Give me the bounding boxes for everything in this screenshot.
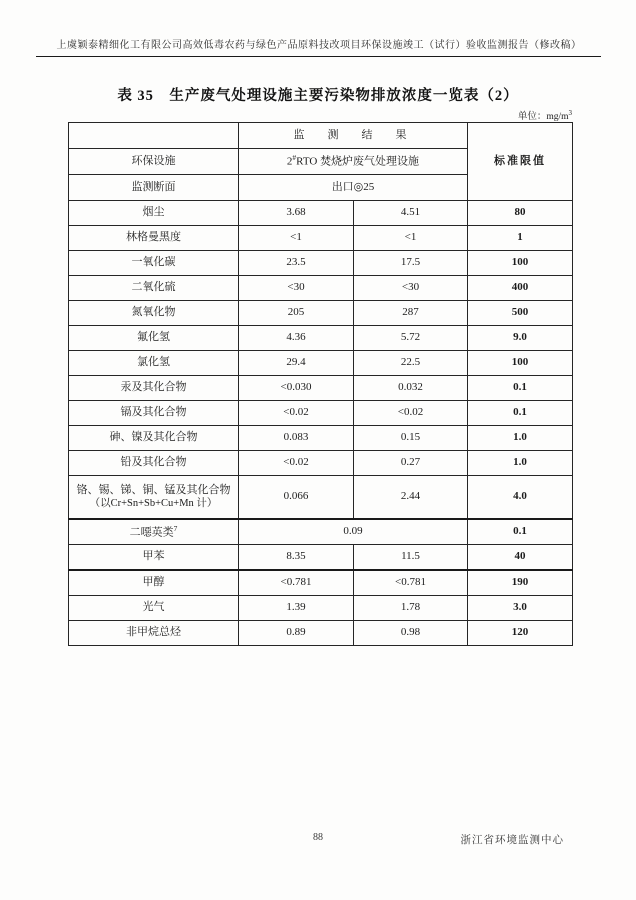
table-row (69, 545, 573, 571)
result-value-cell-2: 4.51 (354, 201, 468, 226)
result-value-cell-2: <0.781 (354, 570, 468, 596)
standard-limit-cell: 3.0 (468, 596, 573, 621)
result-value-cell-1: 0.89 (239, 621, 354, 646)
standard-limit-cell: 4.0 (468, 476, 573, 520)
table-row (69, 570, 573, 596)
pollutant-name-cell: 光气 (69, 596, 239, 621)
pollutant-name-cell: 铅及其化合物 (69, 451, 239, 476)
result-value-cell-1: 29.4 (239, 351, 354, 376)
pollutant-name-cell: 二氧化硫 (69, 276, 239, 301)
merged-result-cell: 0.09 (239, 519, 468, 545)
table-row (69, 226, 573, 251)
section-label-cell: 监测断面 (69, 175, 239, 201)
pollutant-name-cell: 林格曼黑度 (69, 226, 239, 251)
standard-limit-cell: 400 (468, 276, 573, 301)
unit-superscript: 3 (568, 108, 572, 117)
table-row (69, 351, 573, 376)
unit-label (518, 108, 572, 122)
table-row (69, 621, 573, 646)
result-value-cell-2: 1.78 (354, 596, 468, 621)
standard-limit-cell: 190 (468, 570, 573, 596)
result-value-cell-2: <30 (354, 276, 468, 301)
result-value-cell-1: 0.066 (239, 476, 354, 520)
result-value-cell-2: 22.5 (354, 351, 468, 376)
footnote-superscript: 7 (173, 523, 178, 533)
standard-limit-cell: 9.0 (468, 326, 573, 351)
pollutant-name-cell: 氮氧化物 (69, 301, 239, 326)
result-value-cell-2: <1 (354, 226, 468, 251)
footer-organization: 浙江省环境监测中心 (460, 835, 564, 846)
table-title: 表 35 生产废气处理设施主要污染物排放浓度一览表（2） (117, 88, 519, 104)
facility-number: 2 (286, 155, 293, 168)
facility-label-cell: 环保设施 (69, 149, 239, 175)
pollutant-name-subline: （以Cr+Sn+Sb+Cu+Mn 计） (89, 498, 218, 510)
corner-empty-cell (69, 123, 239, 149)
pollutant-name-cell: 甲苯 (69, 545, 239, 571)
pollutant-name-cell: 氯化氢 (69, 351, 239, 376)
standard-limit-header-cell: 标准限值 (468, 123, 573, 201)
pollutant-name-cell: 烟尘 (69, 201, 239, 226)
running-header: 上虞颖泰精细化工有限公司高效低毒农药与绿色产品原料技改项目环保设施竣工（试行）验收监测报告（修改稿） (56, 40, 582, 51)
result-value-cell-2: 0.98 (354, 621, 468, 646)
result-value-cell-2: 0.27 (354, 451, 468, 476)
pollutant-name-cell: 砷、镍及其化合物 (69, 426, 239, 451)
pollutant-name-cell: 甲醇 (69, 570, 239, 596)
table-row (69, 376, 573, 401)
unit-text: 单位：mg/m (517, 112, 569, 122)
table-row (69, 401, 573, 426)
result-value-cell-1: <0.02 (239, 451, 354, 476)
table-row (69, 596, 573, 621)
result-value-cell-1: 1.39 (239, 596, 354, 621)
result-value-cell-1: <1 (239, 226, 354, 251)
pollutant-name-cell: 一氧化碳 (69, 251, 239, 276)
table-row (69, 251, 573, 276)
table-row (69, 426, 573, 451)
result-value-cell-1: 3.68 (239, 201, 354, 226)
results-header-cell: 监 测 结 果 (239, 123, 468, 149)
table-row (69, 301, 573, 326)
result-value-cell-2: 5.72 (354, 326, 468, 351)
emission-table (68, 122, 573, 646)
result-value-cell-1: <30 (239, 276, 354, 301)
facility-hash-superscript: # (292, 153, 297, 163)
standard-limit-cell: 100 (468, 251, 573, 276)
table-row (69, 201, 573, 226)
result-value-cell-2: 2.44 (354, 476, 468, 520)
standard-limit-cell: 40 (468, 545, 573, 571)
standard-limit-cell: 1.0 (468, 426, 573, 451)
standard-limit-cell: 100 (468, 351, 573, 376)
footer-page-number: 88 (313, 832, 323, 843)
result-value-cell-1: 0.083 (239, 426, 354, 451)
standard-limit-cell: 0.1 (468, 401, 573, 426)
result-value-cell-2: 0.032 (354, 376, 468, 401)
facility-name: RTO 焚烧炉废气处理设施 (296, 155, 420, 168)
result-value-cell-1: 23.5 (239, 251, 354, 276)
result-value-cell-2: 287 (354, 301, 468, 326)
pollutant-name-cell: 镉及其化合物 (69, 401, 239, 426)
pollutant-name-cell: 氟化氢 (69, 326, 239, 351)
standard-limit-cell: 80 (468, 201, 573, 226)
table-row (69, 326, 573, 351)
table-row (69, 519, 573, 545)
standard-limit-cell: 0.1 (468, 519, 573, 545)
result-value-cell-1: <0.02 (239, 401, 354, 426)
standard-limit-cell: 1 (468, 226, 573, 251)
result-value-cell-2: 17.5 (354, 251, 468, 276)
pollutant-name-cell: 汞及其化合物 (69, 376, 239, 401)
table-row (69, 451, 573, 476)
result-value-cell-1: 4.36 (239, 326, 354, 351)
header-row-results (69, 123, 573, 149)
header-rule (36, 56, 601, 57)
pollutant-name-cell: 二噁英类$^7$ (69, 519, 239, 545)
standard-limit-cell: 120 (468, 621, 573, 646)
standard-limit-cell: 500 (468, 301, 573, 326)
section-value-cell: 出口◎25 (239, 175, 468, 201)
result-value-cell-2: 11.5 (354, 545, 468, 571)
facility-value-cell (239, 149, 468, 175)
result-value-cell-1: 205 (239, 301, 354, 326)
pollutant-name-cell: 铬、锡、锑、铜、锰及其化合物 （以Cr+Sn+Sb+Cu+Mn 计） (69, 476, 239, 520)
result-value-cell-2: 0.15 (354, 426, 468, 451)
result-value-cell-1: 8.35 (239, 545, 354, 571)
standard-limit-cell: 1.0 (468, 451, 573, 476)
pollutant-name-cell: 非甲烷总烃 (69, 621, 239, 646)
result-value-cell-2: <0.02 (354, 401, 468, 426)
table-row (69, 476, 573, 520)
result-value-cell-1: <0.781 (239, 570, 354, 596)
table-row (69, 276, 573, 301)
result-value-cell-1: <0.030 (239, 376, 354, 401)
standard-limit-cell: 0.1 (468, 376, 573, 401)
